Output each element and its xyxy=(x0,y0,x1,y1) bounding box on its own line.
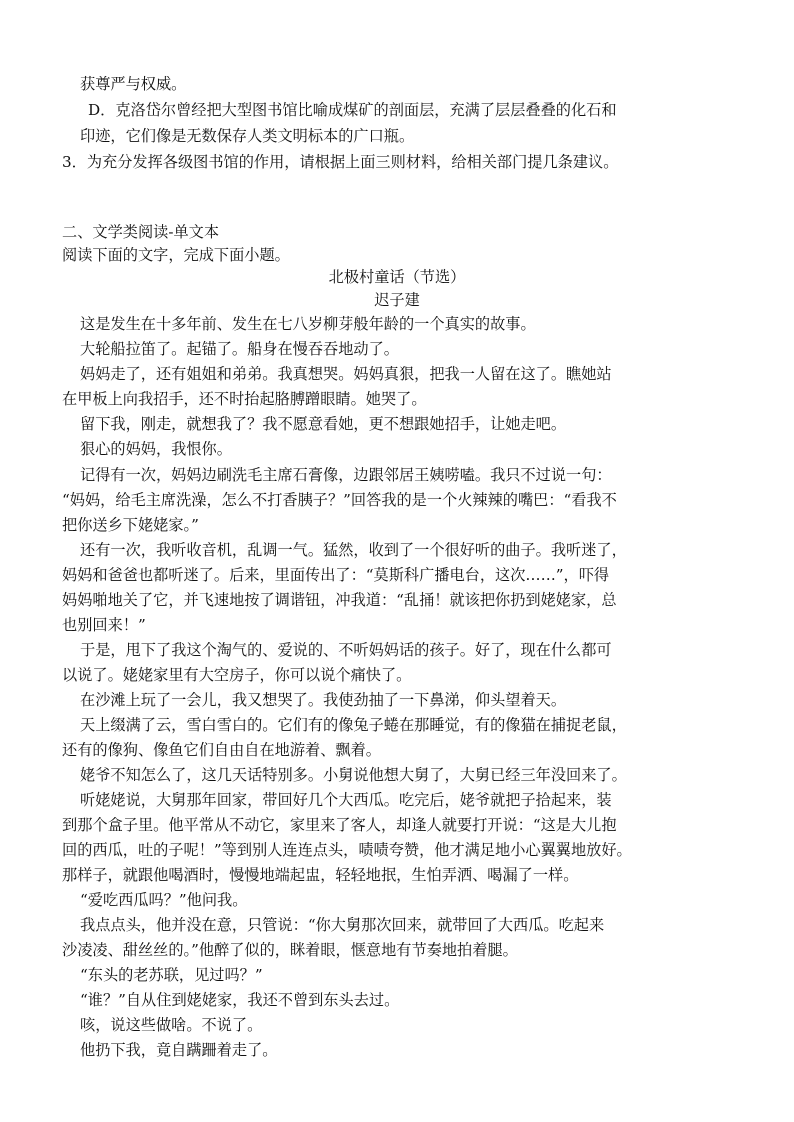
paragraph-line: “爱吃西瓜吗？”他问我。 xyxy=(80,891,248,909)
paragraph-line: 留下我，刚走，就想我了？我不愿意看她，更不想跟她招手，让她走吧。 xyxy=(80,415,566,433)
paragraph-line: 在甲板上向我招手，还不时抬起胳膊蹭眼睛。她哭了。 xyxy=(62,390,427,408)
paragraph-line: 狠心的妈妈，我恨你。 xyxy=(80,440,232,458)
text-line: 印迹，它们像是无数保存人类文明标本的广口瓶。 xyxy=(80,127,415,145)
paragraph-line: 记得有一次，妈妈边刷洗毛主席石膏像，边跟邻居王姨唠嗑。我只不过说一句： xyxy=(80,466,612,484)
article-author: 迟子建 xyxy=(374,291,420,309)
paragraph-line: 沙凌凌、甜丝丝的。”他醉了似的，眯着眼，惬意地有节奏地拍着腿。 xyxy=(62,941,518,959)
paragraph-line: “谁？”自从住到姥姥家，我还不曾到东头去过。 xyxy=(80,991,400,1009)
paragraph-line: 到那个盒子里。他平常从不动它，家里来了客人，却逢人就要打开说：“这是大儿抱 xyxy=(62,816,617,834)
instruction: 阅读下面的文字，完成下面小题。 xyxy=(62,246,290,264)
article-title: 北极村童话（节选） xyxy=(328,268,466,286)
paragraph-line: 也别回来！” xyxy=(62,616,146,634)
paragraph-line: 把你送乡下姥姥家。” xyxy=(62,516,199,534)
paragraph-line: 在沙滩上玩了一会儿，我又想哭了。我使劲抽了一下鼻涕，仰头望着天。 xyxy=(80,691,566,709)
paragraph-line: 那样子，就跟他喝酒时，慢慢地端起盅，轻轻地抿，生怕弄洒、喝漏了一样。 xyxy=(62,866,579,884)
question-3: 3．为充分发挥各级图书馆的作用，请根据上面三则材料，给相关部门提几条建议。 xyxy=(62,153,619,171)
paragraph-line: “东头的老苏联，见过吗？” xyxy=(80,966,263,984)
paragraph-line: 他扔下我，竟自蹒跚着走了。 xyxy=(80,1041,278,1059)
paragraph-line: 妈妈啪地关了它，并飞速地按了调谐钮，冲我道：“乱捅！就该把你扔到姥姥家，总 xyxy=(62,591,617,609)
paragraph-line: 天上缀满了云，雪白雪白的。它们有的像兔子蜷在那睡觉，有的像猫在捕捉老鼠， xyxy=(80,716,627,734)
paragraph-line: 回的西瓜，吐的子呢！”等到别人连连点头，啧啧夸赞，他才满足地小心翼翼地放好。 xyxy=(62,841,632,859)
paragraph-line: 我点点头，他并没在意，只管说：“你大舅那次回来，就带回了大西瓜。吃起来 xyxy=(80,916,605,934)
paragraph-line: 于是，甩下了我这个淘气的、爱说的、不听妈妈话的孩子。好了，现在什么都可 xyxy=(80,641,612,659)
paragraph-line: 还有的像狗、像鱼它们自由自在地游着、飘着。 xyxy=(62,741,381,759)
paragraph-line: 大轮船拉笛了。起锚了。船身在慢吞吞地动了。 xyxy=(80,340,399,358)
paragraph-line: 这是发生在十多年前、发生在七八岁柳芽般年龄的一个真实的故事。 xyxy=(80,315,536,333)
paragraph-line: 以说了。姥姥家里有大空房子，你可以说个痛快了。 xyxy=(62,666,412,684)
paragraph-line: “妈妈，给毛主席洗澡，怎么不打香胰子？”回答我的是一个火辣辣的嘴巴：“看我不 xyxy=(62,491,617,509)
section-heading: 二、文学类阅读-单文本 xyxy=(62,223,220,241)
paragraph-line: 听姥姥说，大舅那年回家，带回好几个大西瓜。吃完后，姥爷就把子拾起来，装 xyxy=(80,791,612,809)
paragraph-line: 妈妈和爸爸也都听迷了。后来，里面传出了：“莫斯科广播电台，这次……”，吓得 xyxy=(62,566,610,584)
paragraph-line: 妈妈走了，还有姐姐和弟弟。我真想哭。妈妈真狠，把我一人留在这了。瞧她站 xyxy=(80,365,612,383)
text-line: 获尊严与权威。 xyxy=(80,75,187,93)
paragraph-line: 还有一次，我听收音机，乱调一气。猛然，收到了一个很好听的曲子。我听迷了， xyxy=(80,541,627,559)
option-d: D．克洛岱尔曾经把大型图书馆比喻成煤矿的剖面层，充满了层层叠叠的化石和 xyxy=(88,101,617,119)
paragraph-line: 咳，说这些做啥。不说了。 xyxy=(80,1016,263,1034)
paragraph-line: 姥爷不知怎么了，这几天话特别多。小舅说他想大舅了，大舅已经三年没回来了。 xyxy=(80,766,627,784)
